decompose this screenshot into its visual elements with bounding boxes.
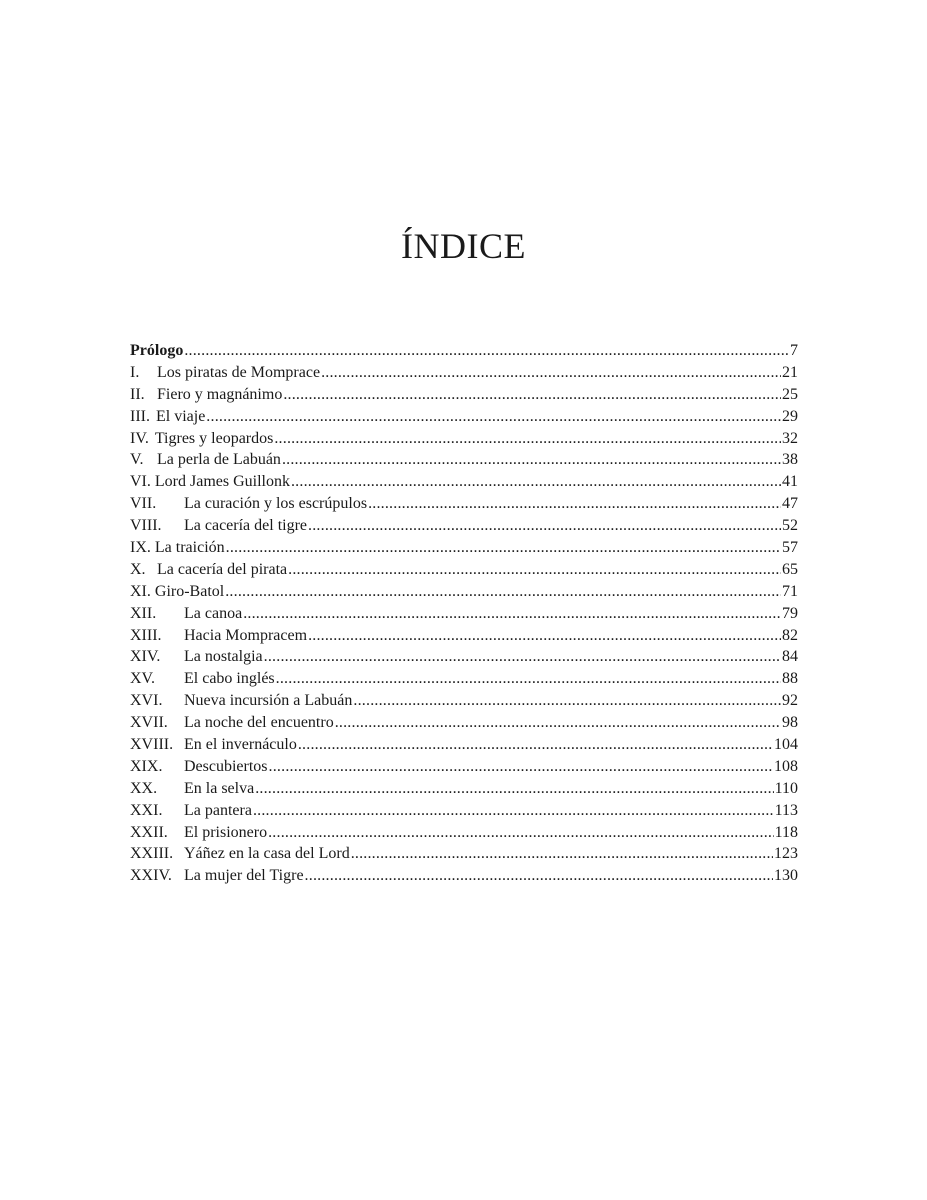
chapter-number: XI. [130,582,151,600]
toc-entry[interactable] [130,362,798,384]
toc-entry-title: La traición [154,539,225,557]
toc-entry-page: 7 [790,342,798,359]
dot-leader [283,384,781,406]
toc-entry-page: 29 [782,407,798,425]
toc-entry-page: 110 [774,779,798,797]
chapter-number: I. [130,363,140,381]
toc-entry-page: 52 [782,517,798,535]
chapter-number: XXIII. [130,845,174,863]
toc-entry-title: La cacería del tigre [184,517,308,535]
toc-entry-title: Fiero y magnánimo [157,385,283,403]
dot-leader [225,581,781,603]
dot-leader [282,449,781,471]
toc-entry-page: 84 [782,648,798,666]
dot-leader [288,559,781,581]
dot-leader [264,646,781,668]
toc-entry[interactable] [130,625,798,647]
toc-entry-title: La curación y los escrúpulos [184,495,368,513]
toc-entry-title: La pantera [184,801,252,819]
dot-leader [255,778,773,800]
toc-entry-page: 57 [782,539,798,557]
chapter-number: XV. [130,670,156,688]
toc-entry-title: La mujer del Tigre [184,867,304,885]
toc-entry[interactable] [130,493,798,515]
dot-leader [321,362,781,384]
toc-entry-title: La noche del encuentro [184,714,334,732]
toc-entry-page: 47 [782,495,798,513]
dot-leader [269,756,773,778]
toc-entry-page: 123 [774,845,798,863]
toc-entry-page: 98 [782,714,798,732]
toc-entry[interactable] [130,822,798,844]
dot-leader [308,515,781,537]
toc-entry[interactable] [130,428,798,450]
chapter-number: XXIV. [130,867,172,885]
dot-leader [335,712,781,734]
toc-entry[interactable] [130,756,798,778]
toc-entry-page: 118 [774,823,798,841]
toc-entry-title: Descubiertos [184,757,268,775]
chapter-number: IX. [130,539,151,557]
toc-entry-title: Lord James Guillonk [154,473,290,491]
toc-entry-page: 113 [774,801,798,819]
toc-entry-page: 25 [782,385,798,403]
toc-entry[interactable] [130,603,798,625]
toc-entry[interactable] [130,734,798,756]
dot-leader [206,406,781,428]
dot-leader [353,690,781,712]
toc-entry-title: El prisionero [184,823,268,841]
chapter-number: V. [130,451,144,469]
dot-leader [298,734,773,756]
toc-entry-title: Giro-Batol [154,582,225,600]
toc-entry-page: 82 [782,626,798,644]
toc-entry[interactable] [130,646,798,668]
toc-entry-page: 130 [774,867,798,885]
toc-entry[interactable] [130,865,798,887]
toc-entry[interactable] [130,384,798,406]
toc-entry-page: 71 [782,582,798,600]
toc-entry[interactable] [130,712,798,734]
chapter-number: VIII. [130,517,162,535]
toc-entry-title: La nostalgia [184,648,263,666]
dot-leader [368,493,781,515]
dot-leader [226,537,781,559]
chapter-number: XVI. [130,692,163,710]
toc-entry-page: 79 [782,604,798,622]
toc-entry[interactable] [130,406,798,428]
dot-leader [268,822,774,844]
chapter-number: XX. [130,779,158,797]
dot-leader [253,800,774,822]
chapter-number: XIV. [130,648,161,666]
toc-entry-page: 41 [782,473,798,491]
toc-entry-title: El cabo inglés [184,670,275,688]
toc-entry-title: Prólogo [130,342,184,359]
toc-entry[interactable] [130,471,798,493]
toc-entry-title: Hacia Mompracem [184,626,308,644]
toc-entry-title: El viaje [155,407,206,425]
toc-entry-page: 38 [782,451,798,469]
toc-entry-page: 104 [774,736,798,754]
toc-entry-page: 92 [782,692,798,710]
toc-entry-title: La cacería del pirata [157,560,288,578]
toc-entry-page: 32 [782,429,798,447]
toc-entry-title: Nueva incursión a Labuán [184,692,353,710]
dot-leader [291,471,781,493]
dot-leader [305,865,773,887]
toc-entry-title: En la selva [184,779,255,797]
toc-entry-page: 88 [782,670,798,688]
toc-entry-page: 108 [774,757,798,775]
toc-entry[interactable] [130,843,798,865]
chapter-number: XVIII. [130,736,174,754]
dot-leader [351,843,773,865]
page-title: ÍNDICE [401,226,526,266]
chapter-number: XIX. [130,757,163,775]
toc-entry[interactable] [130,581,798,603]
chapter-number: III. [130,407,150,425]
toc-entry[interactable] [130,537,798,559]
chapter-number: IV. [130,429,149,447]
toc-entry-title: La canoa [184,604,243,622]
toc-entry-page: 65 [782,560,798,578]
toc-entry-title: La perla de Labuán [157,451,281,469]
chapter-number: XIII. [130,626,162,644]
toc-entry[interactable] [130,449,798,471]
chapter-number: VI. [130,473,151,491]
chapter-number: VII. [130,495,157,513]
dot-leader [184,340,789,362]
toc-entry-title: En el invernáculo [184,736,297,754]
chapter-number: XXI. [130,801,163,819]
toc-entry[interactable] [130,800,798,822]
table-of-contents [130,340,798,887]
toc-entry[interactable] [130,515,798,537]
toc-entry-prologue[interactable] [130,340,798,362]
toc-entry-page: 21 [782,363,798,381]
dot-leader [308,625,781,647]
toc-entry-title: Tigres y leopardos [154,429,274,447]
toc-entry[interactable] [130,559,798,581]
chapter-number: XXII. [130,823,168,841]
dot-leader [274,428,781,450]
dot-leader [276,668,781,690]
toc-entry-title: Yáñez en la casa del Lord [184,845,350,863]
toc-entry[interactable] [130,690,798,712]
toc-entry[interactable] [130,668,798,690]
dot-leader [243,603,781,625]
chapter-number: XVII. [130,714,168,732]
toc-entry-title: Los piratas de Momprace [157,363,321,381]
chapter-number: II. [130,385,145,403]
chapter-number: XII. [130,604,157,622]
chapter-number: X. [130,560,146,578]
toc-entry[interactable] [130,778,798,800]
